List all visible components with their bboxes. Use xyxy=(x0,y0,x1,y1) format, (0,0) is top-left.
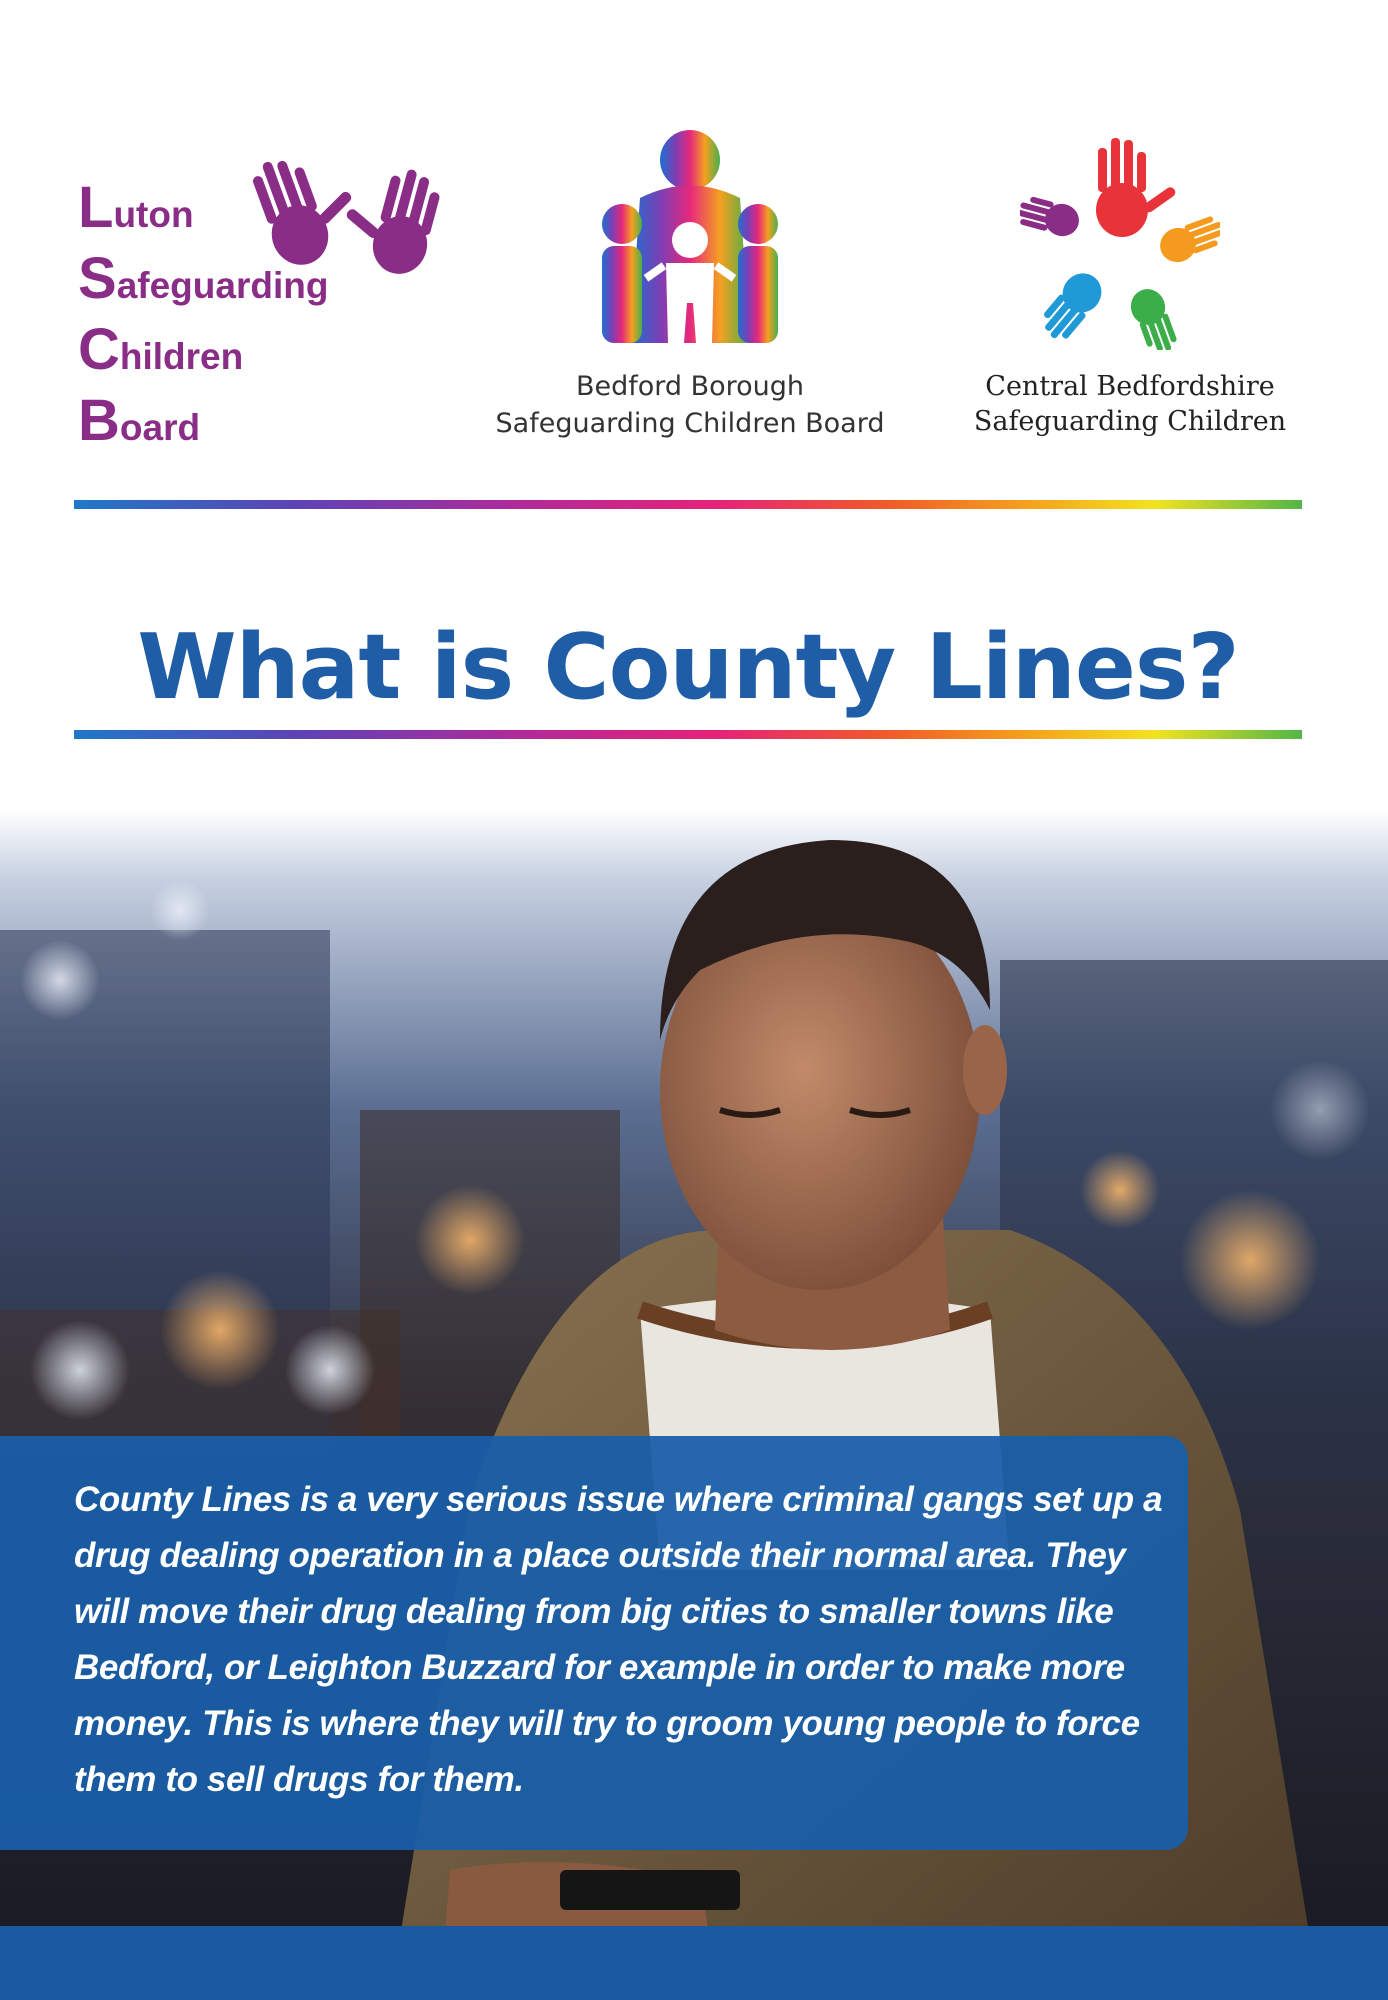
cbsc-line-1: Central Bedfordshire xyxy=(985,371,1275,402)
lscb-line-4: Board xyxy=(78,388,201,453)
lscb-line-1: Luton xyxy=(78,175,194,240)
lscb-line-2: Safeguarding xyxy=(78,246,329,311)
two-hands-icon xyxy=(240,150,460,300)
rainbow-family-icon xyxy=(600,128,780,358)
bottom-band xyxy=(0,1926,1388,2000)
five-colored-hands-icon xyxy=(1020,135,1220,350)
rainbow-rule-bottom xyxy=(74,730,1302,739)
bbscb-line-1: Bedford Borough xyxy=(575,371,805,402)
lscb-logo xyxy=(72,150,462,453)
rainbow-rule-top xyxy=(74,500,1302,509)
cbsc-logo xyxy=(960,135,1300,455)
cbsc-line-2: Safeguarding Children xyxy=(973,406,1287,437)
cbsc-wordmark xyxy=(960,369,1300,439)
bbscb-wordmark xyxy=(470,368,910,442)
bbscb-logo xyxy=(470,128,910,448)
lscb-line-3: Children xyxy=(78,317,244,382)
page-title: What is County Lines? xyxy=(137,615,1239,721)
info-paragraph: County Lines is a very serious issue where criminal gangs set up a drug dealing operation in a place outside their normal area. They will move their drug dealing from big cities to smaller towns like Bedford, or Leighton Buzzard for example in order to make more money. This is where they will try to groom young people to force them to sell drugs for them. xyxy=(74,1480,1163,1799)
info-text-box xyxy=(0,1436,1188,1850)
bbscb-line-2: Safeguarding Children Board xyxy=(495,408,885,439)
